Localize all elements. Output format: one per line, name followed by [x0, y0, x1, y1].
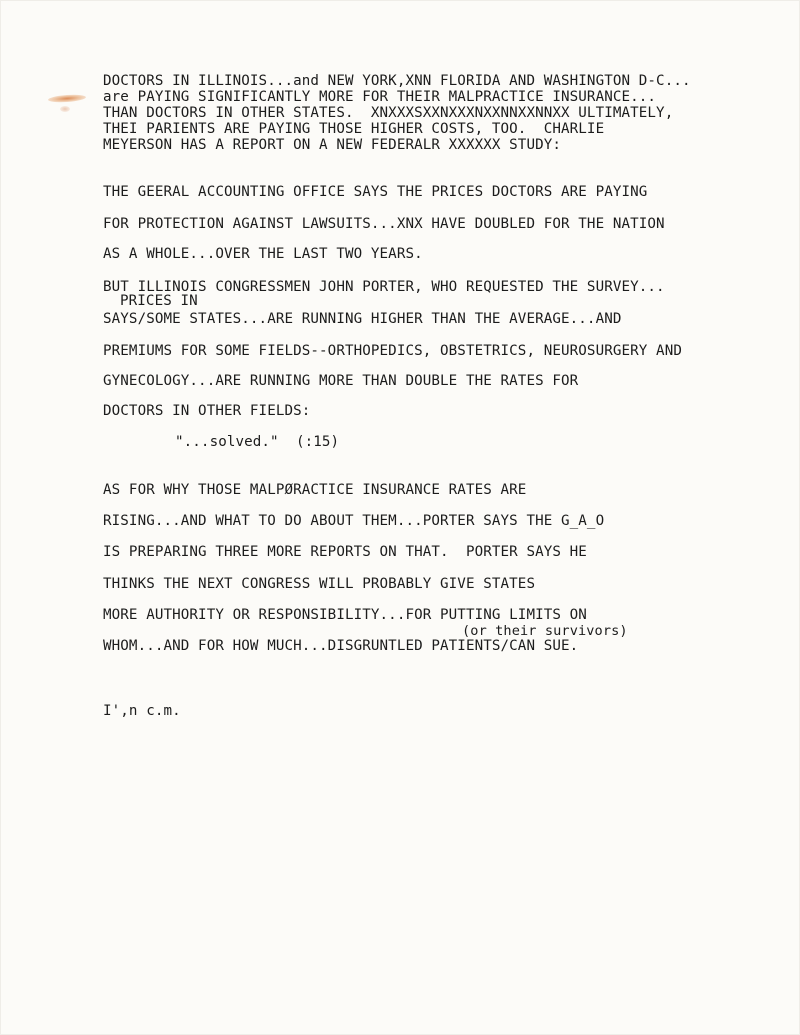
ink-stain: [48, 94, 86, 104]
intro-line-3: THAN DOCTORS IN OTHER STATES. XNXXXSXXNXXXNXXNNXXNNXX ULTIMATELY,: [103, 105, 674, 121]
insertion-or-their-survivors: (or their survivors): [462, 623, 628, 639]
sign-off: I',n c.m.: [103, 703, 181, 719]
insertion-prices-in: PRICES IN: [120, 293, 198, 309]
body-line-4: BUT ILLINOIS CONGRESSMEN JOHN PORTER, WHO REQUESTED THE SURVEY...: [103, 279, 665, 295]
closing-line-2: RISING...AND WHAT TO DO ABOUT THEM...PORTER SAYS THE G_A_O: [103, 513, 605, 529]
body-line-3: AS A WHOLE...OVER THE LAST TWO YEARS.: [103, 246, 423, 262]
ink-stain-small: [60, 106, 70, 112]
body-line-1: THE GEERAL ACCOUNTING OFFICE SAYS THE PRICES DOCTORS ARE PAYING: [103, 184, 648, 200]
intro-line-1: DOCTORS IN ILLINOIS...and NEW YORK,XNN FLORIDA AND WASHINGTON D-C...: [103, 73, 691, 89]
closing-line-1: AS FOR WHY THOSE MALPØRACTICE INSURANCE RATES ARE: [103, 482, 527, 498]
body-line-5: SAYS/SOME STATES...ARE RUNNING HIGHER THAN THE AVERAGE...AND: [103, 311, 622, 327]
body-line-2: FOR PROTECTION AGAINST LAWSUITS...XNX HAVE DOUBLED FOR THE NATION: [103, 216, 665, 232]
intro-line-4: THEI PARIENTS ARE PAYING THOSE HIGHER COSTS, TOO. CHARLIE: [103, 121, 605, 137]
closing-line-3: IS PREPARING THREE MORE REPORTS ON THAT. PORTER SAYS HE: [103, 544, 587, 560]
intro-line-5: MEYERSON HAS A REPORT ON A NEW FEDERALR XXXXXX STUDY:: [103, 137, 562, 153]
soundbite-cue: "...solved." (:15): [175, 434, 340, 450]
closing-line-4: THINKS THE NEXT CONGRESS WILL PROBABLY GIVE STATES: [103, 576, 536, 592]
body-line-8: DOCTORS IN OTHER FIELDS:: [103, 403, 311, 419]
body-line-7: GYNECOLOGY...ARE RUNNING MORE THAN DOUBLE THE RATES FOR: [103, 373, 579, 389]
body-line-6: PREMIUMS FOR SOME FIELDS--ORTHOPEDICS, OBSTETRICS, NEUROSURGERY AND: [103, 343, 682, 359]
closing-line-6: WHOM...AND FOR HOW MUCH...DISGRUNTLED PATIENTS/CAN SUE.: [103, 638, 579, 654]
intro-line-2: are PAYING SIGNIFICANTLY MORE FOR THEIR MALPRACTICE INSURANCE...: [103, 89, 657, 105]
closing-line-5: MORE AUTHORITY OR RESPONSIBILITY...FOR PUTTING LIMITS ON: [103, 607, 587, 623]
